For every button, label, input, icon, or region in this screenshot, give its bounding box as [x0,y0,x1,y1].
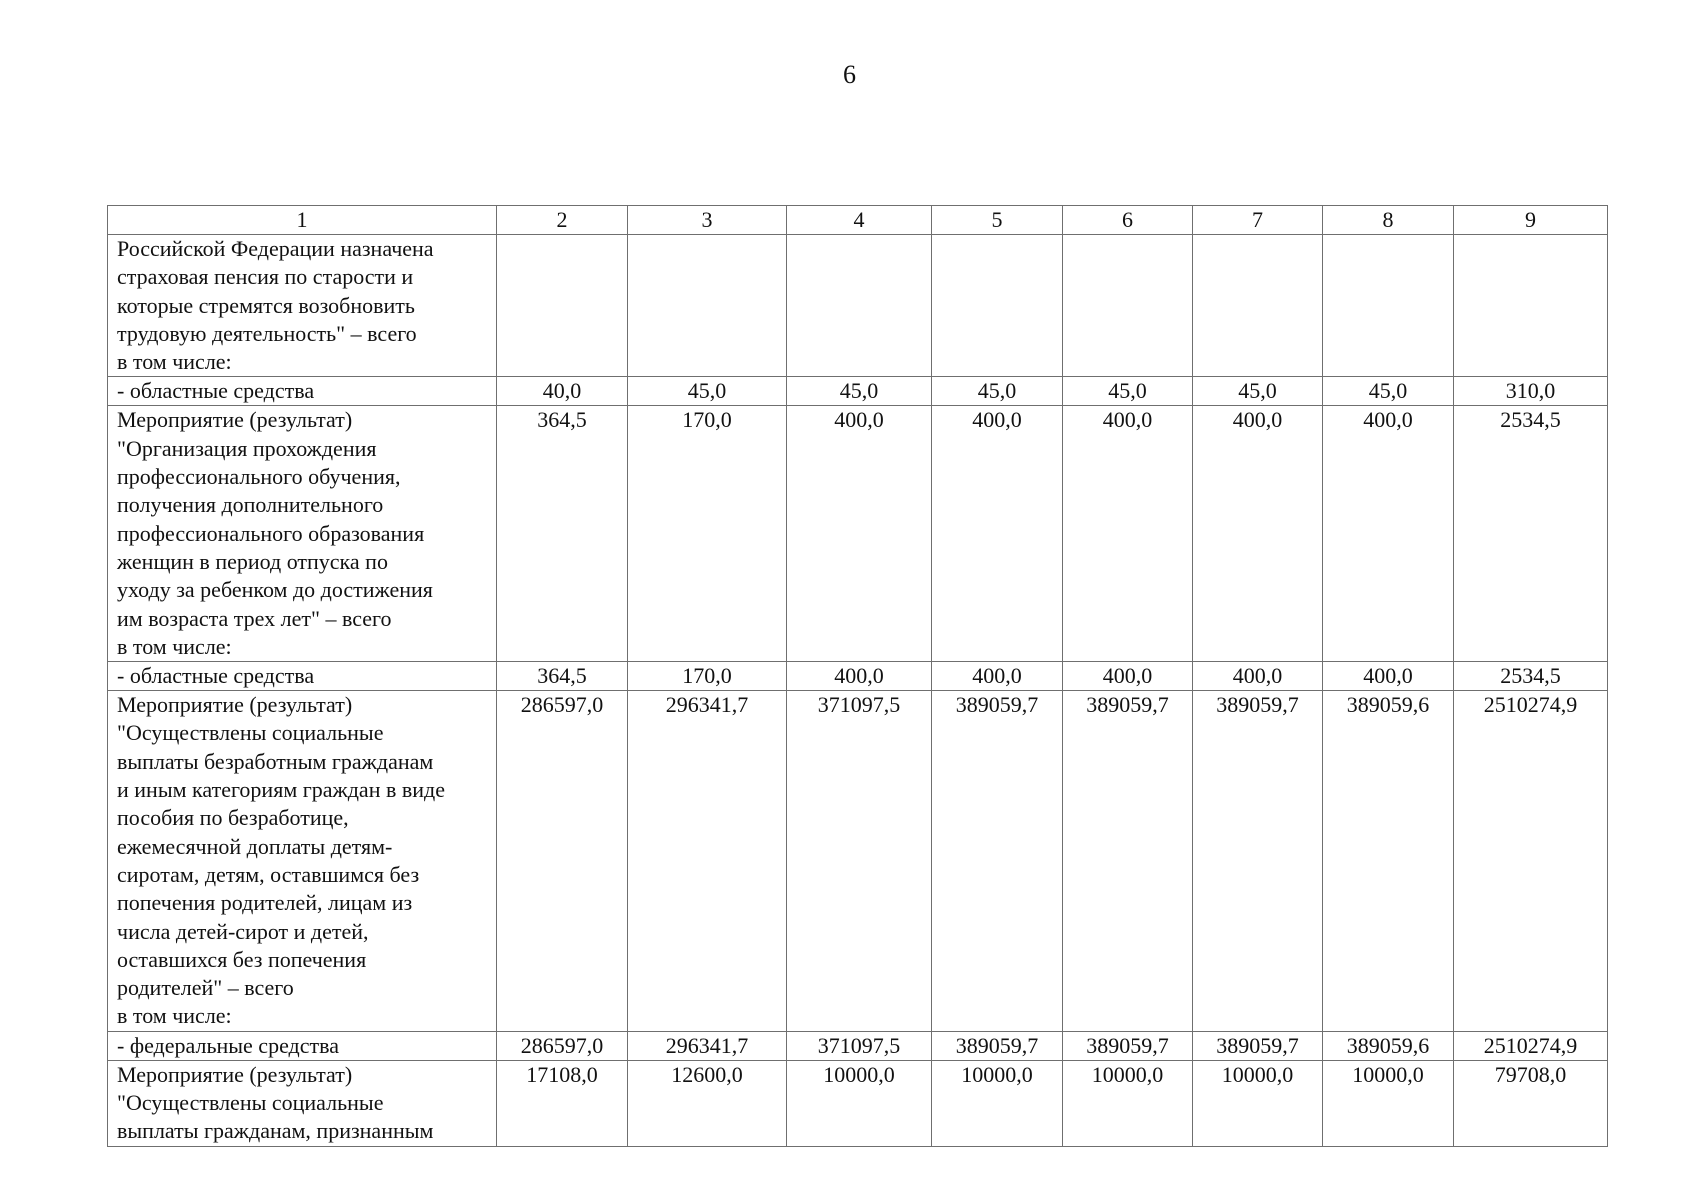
amount-cell-col-7: 400,0 [1193,406,1323,662]
amount-cell-col-5: 400,0 [932,406,1063,662]
amount-cell-col-3: 296341,7 [628,1031,787,1060]
column-number-2: 2 [497,206,628,235]
amount-cell-col-7: 400,0 [1193,662,1323,691]
description-line: женщин в период отпуска по [117,548,388,574]
amount-cell-col-8 [1323,235,1454,377]
funding-source-row [108,377,1608,406]
description-line: выплаты гражданам, признанным [117,1118,434,1144]
amount-cell-col-6: 389059,7 [1063,691,1193,1032]
amount-cell-col-4: 10000,0 [787,1060,932,1146]
description-line: Мероприятие (результат) [117,692,353,718]
amount-cell-col-4: 371097,5 [787,1031,932,1060]
column-number-3: 3 [628,206,787,235]
amount-cell-col-6 [1063,235,1193,377]
amount-cell-col-4 [787,235,932,377]
amount-cell-col-2 [497,235,628,377]
column-number-9: 9 [1454,206,1608,235]
description-line: оставшихся без попечения [117,946,367,972]
amount-cell-col-8: 400,0 [1323,406,1454,662]
column-number-8: 8 [1323,206,1454,235]
description-line: страховая пенсия по старости и [117,264,414,290]
description-line: Российской Федерации назначена [117,236,434,261]
description-line: "Осуществлены социальные [117,1090,384,1116]
description-line: Мероприятие (результат) [117,407,353,433]
amount-cell-col-5: 10000,0 [932,1060,1063,1146]
description-line: Мероприятие (результат) [117,1061,353,1087]
amount-cell-col-2: 364,5 [497,406,628,662]
activity-description [108,235,497,377]
description-line: выплаты безработным гражданам [117,748,434,774]
amount-cell-col-2: 40,0 [497,377,628,406]
amount-cell-col-9: 79708,0 [1454,1060,1608,1146]
amount-cell-col-4: 371097,5 [787,691,932,1032]
amount-cell-col-4: 400,0 [787,406,932,662]
amount-cell-col-3 [628,235,787,377]
activity-row [108,235,1608,377]
description-line: "Организация прохождения [117,435,377,461]
description-line: получения дополнительного [117,492,384,518]
funding-source-label: - федеральные средства [108,1031,497,1060]
amount-cell-col-9: 310,0 [1454,377,1608,406]
amount-cell-col-9: 2534,5 [1454,662,1608,691]
amount-cell-col-7: 10000,0 [1193,1060,1323,1146]
amount-cell-col-4: 45,0 [787,377,932,406]
amount-cell-col-7 [1193,235,1323,377]
column-number-row [108,206,1608,235]
amount-cell-col-6: 400,0 [1063,406,1193,662]
amount-cell-col-3: 12600,0 [628,1060,787,1146]
description-line: в том числе: [117,349,232,375]
funding-source-label: - областные средства [108,377,497,406]
description-line: числа детей-сирот и детей, [117,918,369,944]
amount-cell-col-6: 10000,0 [1063,1060,1193,1146]
description-line: попечения родителей, лицам из [117,890,413,916]
description-line: трудовую деятельность" – всего [117,320,417,346]
activity-description [108,691,497,1032]
amount-cell-col-8: 389059,6 [1323,1031,1454,1060]
amount-cell-col-8: 10000,0 [1323,1060,1454,1146]
amount-cell-col-2: 286597,0 [497,691,628,1032]
description-line: родителей" – всего [117,975,294,1001]
amount-cell-col-7: 389059,7 [1193,1031,1323,1060]
amount-cell-col-2: 364,5 [497,662,628,691]
amount-cell-col-5: 400,0 [932,662,1063,691]
funding-source-row [108,1031,1608,1060]
amount-cell-col-5: 45,0 [932,377,1063,406]
amount-cell-col-2: 286597,0 [497,1031,628,1060]
description-line: профессионального образования [117,520,425,546]
amount-cell-col-3: 296341,7 [628,691,787,1032]
amount-cell-col-5: 389059,7 [932,1031,1063,1060]
column-number-7: 7 [1193,206,1323,235]
amount-cell-col-5: 389059,7 [932,691,1063,1032]
amount-cell-col-4: 400,0 [787,662,932,691]
description-line: им возраста трех лет" – всего [117,605,392,631]
amount-cell-col-9 [1454,235,1608,377]
amount-cell-col-3: 45,0 [628,377,787,406]
amount-cell-col-6: 400,0 [1063,662,1193,691]
column-number-5: 5 [932,206,1063,235]
description-line: профессионального обучения, [117,464,401,490]
activity-row [108,1060,1608,1146]
amount-cell-col-9: 2510274,9 [1454,1031,1608,1060]
amount-cell-col-7: 45,0 [1193,377,1323,406]
amount-cell-col-8: 400,0 [1323,662,1454,691]
funding-table [107,205,1608,1147]
description-line: пособия по безработице, [117,805,349,831]
description-line: которые стремятся возобновить [117,292,415,318]
column-number-1: 1 [108,206,497,235]
column-number-6: 6 [1063,206,1193,235]
activity-description [108,1060,497,1146]
description-line: и иным категориям граждан в виде [117,777,445,803]
column-number-4: 4 [787,206,932,235]
funding-source-row [108,662,1608,691]
amount-cell-col-8: 389059,6 [1323,691,1454,1032]
amount-cell-col-9: 2534,5 [1454,406,1608,662]
amount-cell-col-2: 17108,0 [497,1060,628,1146]
amount-cell-col-3: 170,0 [628,406,787,662]
amount-cell-col-6: 389059,7 [1063,1031,1193,1060]
activity-description [108,406,497,662]
table-body [108,235,1608,1147]
description-line: ежемесячной доплаты детям- [117,833,393,859]
funding-source-label: - областные средства [108,662,497,691]
description-line: уходу за ребенком до достижения [117,577,433,603]
description-line: в том числе: [117,633,232,659]
activity-row [108,691,1608,1032]
amount-cell-col-9: 2510274,9 [1454,691,1608,1032]
amount-cell-col-3: 170,0 [628,662,787,691]
activity-row [108,406,1608,662]
page-number: 6 [843,60,856,89]
amount-cell-col-7: 389059,7 [1193,691,1323,1032]
description-line: в том числе: [117,1003,232,1029]
description-line: сиротам, детям, оставшимся без [117,861,420,887]
amount-cell-col-6: 45,0 [1063,377,1193,406]
description-line: "Осуществлены социальные [117,720,384,746]
amount-cell-col-8: 45,0 [1323,377,1454,406]
amount-cell-col-5 [932,235,1063,377]
